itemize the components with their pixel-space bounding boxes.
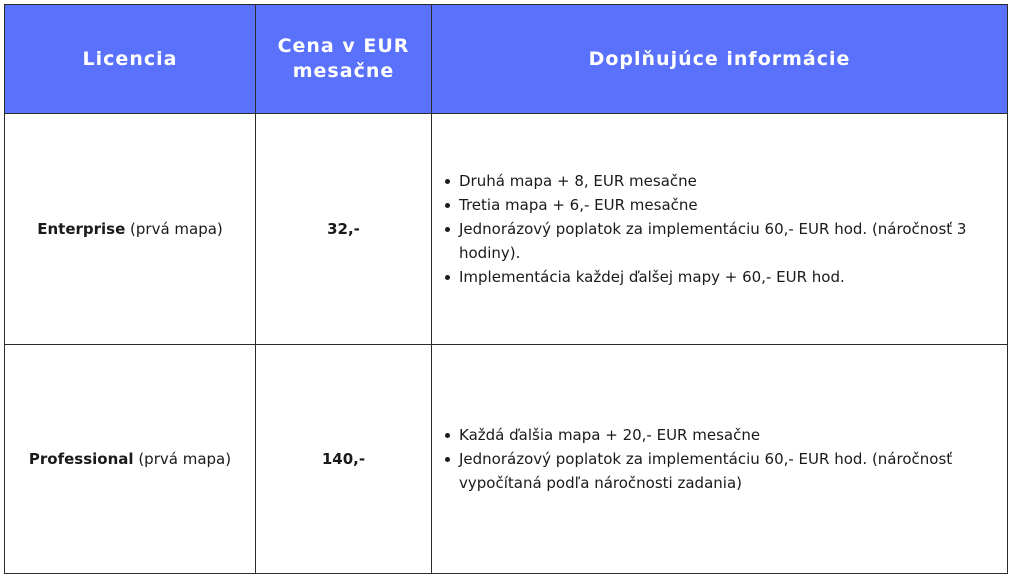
info-list [440,169,1001,289]
table-row-professional [5,345,1008,574]
header-price: Cena v EUR mesačne [256,5,432,114]
list-item: Implementácia každej ďalšej mapy + 60,- EUR hod. [459,265,1001,289]
header-row [5,5,1008,114]
header-info: Doplňujúce informácie [432,5,1008,114]
header-license: Licencia [5,5,256,114]
list-item: Tretia mapa + 6,- EUR mesačne [459,193,1001,217]
price-cell: 32,- [256,114,432,345]
license-cell [5,114,256,345]
list-item: Druhá mapa + 8, EUR mesačne [459,169,1001,193]
price-cell: 140,- [256,345,432,574]
license-note: (prvá mapa) [133,450,232,468]
pricing-table [4,4,1008,574]
license-note: (prvá mapa) [125,220,223,238]
info-cell [432,345,1008,574]
license-name: Enterprise [37,220,126,238]
list-item: Každá ďalšia mapa + 20,- EUR mesačne [459,423,1001,447]
list-item: Jednorázový poplatok za implementáciu 60,- EUR hod. (náročnosť 3 hodiny). [459,217,1001,265]
list-item: Jednorázový poplatok za implementáciu 60,- EUR hod. (náročnosť vypočítaná podľa náročnosti zadania) [459,447,1001,495]
license-name: Professional [28,450,134,468]
info-list [440,423,1001,495]
info-cell [432,114,1008,345]
table-row-enterprise [5,114,1008,345]
license-cell [5,345,256,574]
